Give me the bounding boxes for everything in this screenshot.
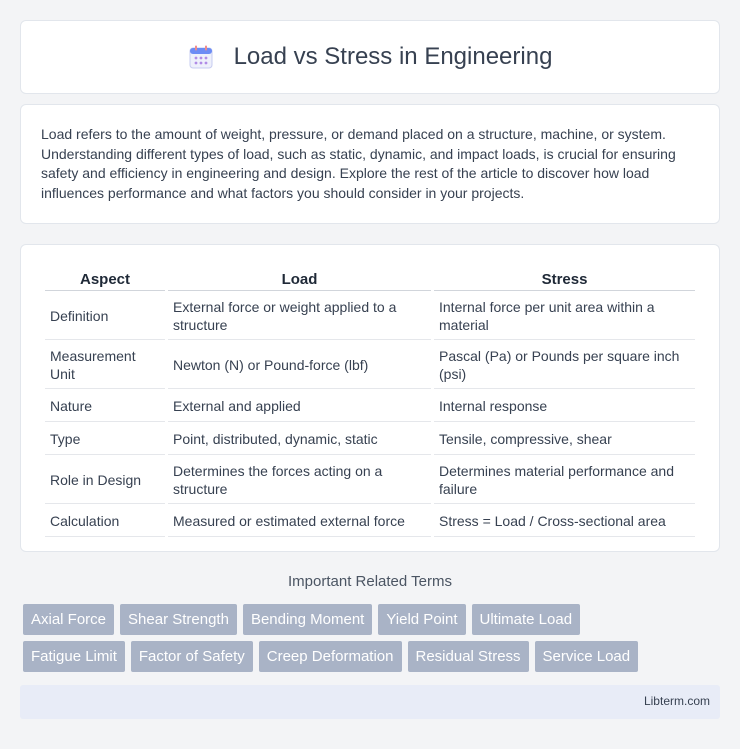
- cell-load: Determines the forces acting on a structure: [168, 457, 431, 504]
- header-card: [20, 20, 720, 94]
- cell-stress: Tensile, compressive, shear: [434, 424, 695, 455]
- cell-stress: Internal force per unit area within a material: [434, 293, 695, 340]
- cell-load: External force or weight applied to a structure: [168, 293, 431, 340]
- footer: [20, 685, 720, 719]
- cell-stress: Internal response: [434, 391, 695, 422]
- intro-card: [20, 104, 720, 224]
- cell-aspect: Definition: [45, 293, 165, 340]
- tag-creep-deformation[interactable]: Creep Deformation: [259, 641, 402, 672]
- comparison-table: [42, 265, 698, 539]
- related-terms-tags: [23, 604, 723, 678]
- tag-service-load[interactable]: Service Load: [535, 641, 639, 672]
- calendar-icon: [188, 44, 214, 70]
- tag-axial-force[interactable]: Axial Force: [23, 604, 114, 635]
- table-row: [45, 342, 695, 389]
- header: [188, 43, 553, 71]
- cell-stress: Pascal (Pa) or Pounds per square inch (psi): [434, 342, 695, 389]
- cell-load: Point, distributed, dynamic, static: [168, 424, 431, 455]
- related-terms-title: Important Related Terms: [288, 573, 452, 590]
- page-title: Load vs Stress in Engineering: [233, 43, 553, 70]
- footer-link[interactable]: Libterm.com: [643, 694, 710, 708]
- tag-shear-strength[interactable]: Shear Strength: [120, 604, 237, 635]
- tag-row: [23, 604, 723, 635]
- intro-text: Load refers to the amount of weight, pressure, or demand placed on a structure, machine, or system. Understanding different types of load, such as static, dynamic, and impact loads, is crucial for ensuring safety and efficiency in engineering and design. Explore the rest of the article to discover how load influences performance and what factors you should consider in your projects.: [41, 126, 676, 201]
- header-load: Load: [168, 267, 431, 291]
- tag-residual-stress[interactable]: Residual Stress: [408, 641, 529, 672]
- cell-stress: Determines material performance and failure: [434, 457, 695, 504]
- table-row: [45, 457, 695, 504]
- header-aspect: Aspect: [45, 267, 165, 291]
- cell-aspect: Role in Design: [45, 457, 165, 504]
- tag-row: [23, 641, 723, 672]
- cell-load: Measured or estimated external force: [168, 506, 431, 537]
- table-row: [45, 391, 695, 422]
- table-row: [45, 424, 695, 455]
- cell-aspect: Measurement Unit: [45, 342, 165, 389]
- tag-factor-of-safety[interactable]: Factor of Safety: [131, 641, 253, 672]
- cell-aspect: Type: [45, 424, 165, 455]
- cell-load: External and applied: [168, 391, 431, 422]
- cell-stress: Stress = Load / Cross-sectional area: [434, 506, 695, 537]
- table-row: [45, 293, 695, 340]
- tag-bending-moment[interactable]: Bending Moment: [243, 604, 372, 635]
- cell-aspect: Calculation: [45, 506, 165, 537]
- cell-aspect: Nature: [45, 391, 165, 422]
- tag-fatigue-limit[interactable]: Fatigue Limit: [23, 641, 125, 672]
- comparison-table-card: [20, 244, 720, 552]
- table-row: [45, 506, 695, 537]
- table-header-row: [45, 267, 695, 291]
- header-stress: Stress: [434, 267, 695, 291]
- tag-yield-point[interactable]: Yield Point: [378, 604, 465, 635]
- cell-load: Newton (N) or Pound-force (lbf): [168, 342, 431, 389]
- tag-ultimate-load[interactable]: Ultimate Load: [472, 604, 581, 635]
